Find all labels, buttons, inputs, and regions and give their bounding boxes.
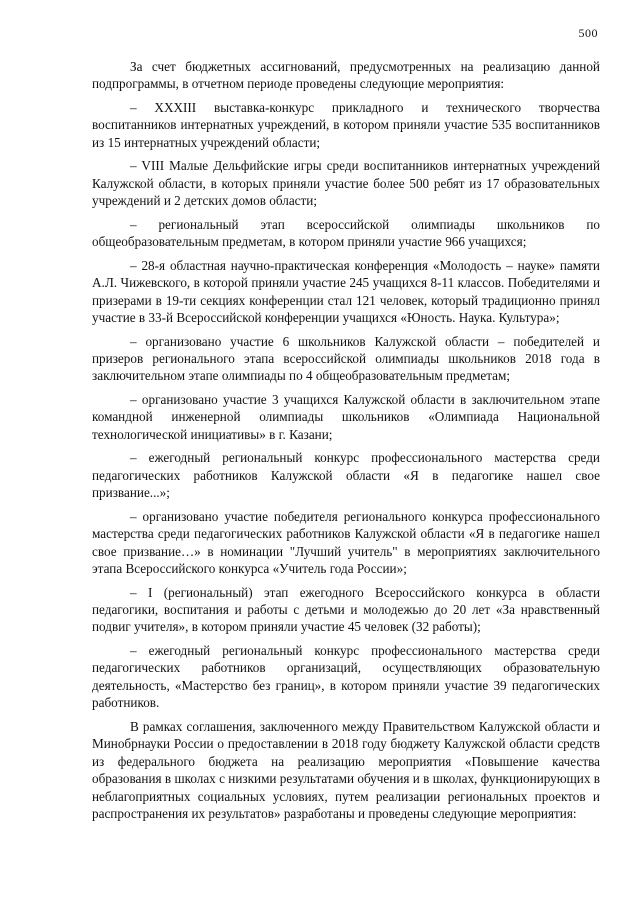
- page-number: 500: [578, 26, 598, 40]
- document-body: [92, 58, 600, 829]
- list-item-moral-feat-contest: – I (региональный) этап ежегодного Всероссийского конкурса в области педагогики, воспитания и работы с детьми и молодежью до 20 лет «За нравственный подвиг учителя», в котором приняли участие 45 человек (32 работы);: [92, 584, 600, 635]
- list-item-mastery-without-borders: – ежегодный региональный конкурс профессионального мастерства среди педагогических работников организаций, осуществляющих образовательную деятельность, «Мастерство без границ», в котором приняли участие 39 педагогических работников.: [92, 643, 600, 711]
- list-item-pedagogy-contest: – ежегодный региональный конкурс профессионального мастерства среди педагогических работников Калужской области «Я в педагогике нашел свое призвание...»;: [92, 450, 600, 501]
- list-item-nti-olympiad: – организовано участие 3 учащихся Калужской области в заключительном этапе командной инженерной олимпиады школьников «Олимпиада Национальной технологической инициативы» в г. Казани;: [92, 392, 600, 442]
- list-item-exhibition-contest: – XXXIII выставка-конкурс прикладного и технического творчества воспитанников интернатных учреждений, в котором приняли участие 535 воспитанников из 15 интернатных учреждений области;: [92, 100, 600, 150]
- list-item-chizhevsky-conference: – 28-я областная научно-практическая конференция «Молодость – науке» памяти А.Л. Чижевского, в которой приняли участие 245 учащихся 8-11 классов. Победителями и призерами в 19-ти секциях конференции стал 121 человек, который традиционно принял участие в 33-й Всероссийской конференции учащихся «Юность. Наука. Культура»;: [92, 257, 600, 326]
- paragraph-agreement: В рамках соглашения, заключенного между Правительством Калужской области и Минобрнауки России о предоставлении в 2018 году бюджету Калужской области средств из федерального бюджета на реализацию мероприятия «Повышение качества образования в школах с низкими результатами обучения и в школах, функционирующих в неблагоприятных социальных условиях, путем реализации региональных проектов и распространения их результатов» разработаны и проведены следующие мероприятия:: [92, 718, 600, 821]
- list-item-final-olympiad-participation: – организовано участие 6 школьников Калужской области – победителей и призеров регионального этапа всероссийской олимпиады школьников 2018 года в заключительном этапе олимпиады по 4 общеобразовательным предметам;: [92, 333, 600, 384]
- list-item-teacher-of-year: – организовано участие победителя регионального конкурса профессионального мастерства среди педагогических работников Калужской области «Я в педагогике нашел свое призвание…» в номинации "Лучший учитель" в мероприятиях заключительного этапа Всероссийского конкурса «Учитель года России»;: [92, 508, 600, 577]
- list-item-delphic-games: – VIII Малые Дельфийские игры среди воспитанников интернатных учреждений Калужской области, в которых приняли участие более 500 ребят из 17 образовательных учреждений и 2 детских домов области;: [92, 158, 600, 209]
- paragraph-intro: За счет бюджетных ассигнований, предусмотренных на реализацию данной подпрограммы, в отчетном периоде проведены следующие мероприятия:: [92, 59, 600, 92]
- list-item-regional-olympiad: – региональный этап всероссийской олимпиады школьников по общеобразовательным предметам, в котором приняли участие 966 учащихся;: [92, 216, 600, 250]
